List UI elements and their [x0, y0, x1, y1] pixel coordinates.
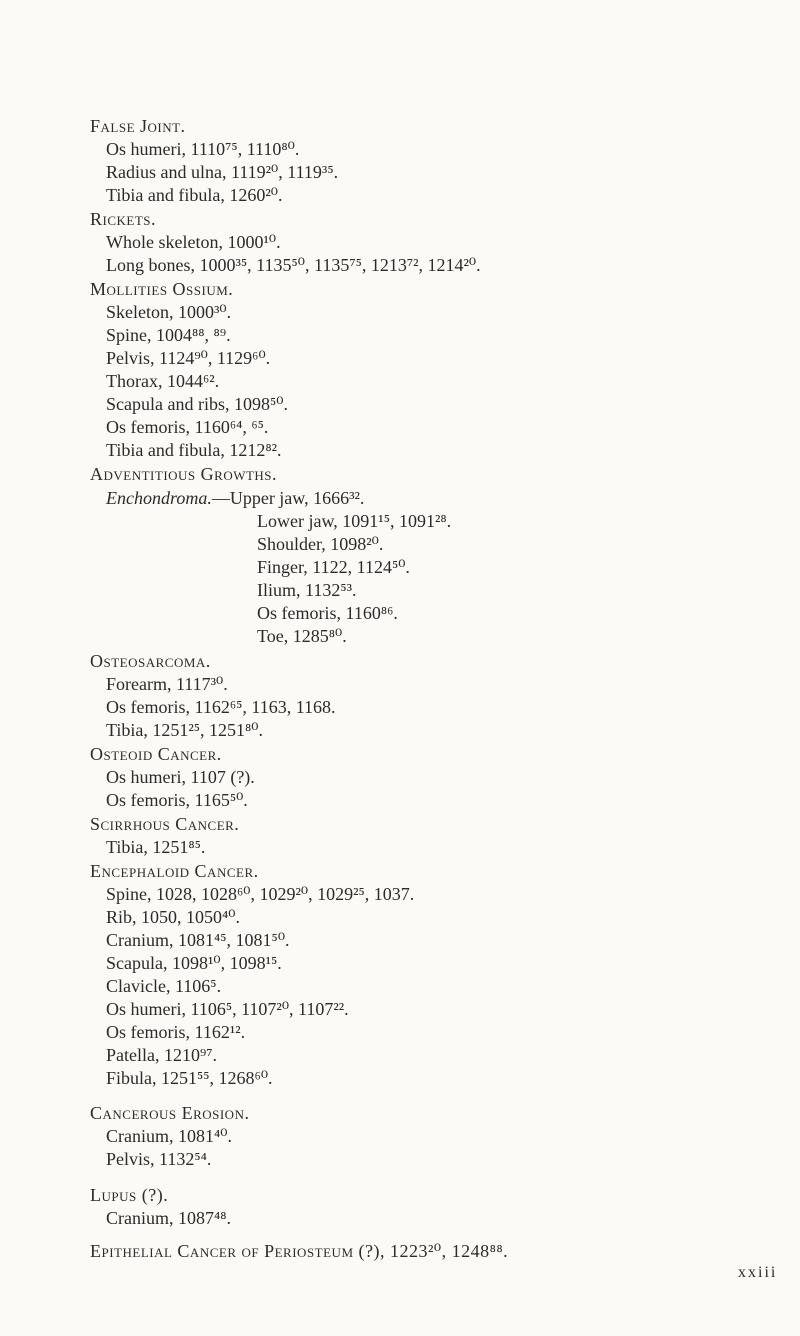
section-heading-lupus: Lupus (?). [90, 1185, 169, 1205]
entry-line: Spine, 1004⁸⁸, ⁸⁹. [106, 325, 231, 345]
entry-line: Toe, 1285⁸⁰. [257, 626, 347, 646]
entry-line: Finger, 1122, 1124⁵⁰. [257, 557, 410, 577]
section-heading-epithelial-cancer: Epithelial Cancer of Periosteum (?), 1223²⁰, 1248⁸⁸. [90, 1241, 509, 1261]
section-heading-adventitious-growths: Adventitious Growths. [90, 464, 278, 484]
entry-line: Cranium, 1081⁴⁰. [106, 1126, 232, 1146]
entry-label-enchondroma: Enchondroma. [106, 488, 212, 508]
entry-line: Os femoris, 1160⁶⁴, ⁶⁵. [106, 417, 269, 437]
entry-line: Ilium, 1132⁵³. [257, 580, 357, 600]
entry-line: Tibia, 1251⁸⁵. [106, 837, 206, 857]
entry-line: Skeleton, 1000³⁰. [106, 302, 232, 322]
section-heading-osteoid-cancer: Osteoid Cancer. [90, 744, 222, 764]
entry-line: Whole skeleton, 1000¹⁰. [106, 232, 281, 252]
entry-line: Os femoris, 1162¹². [106, 1022, 246, 1042]
entry-line: Tibia and fibula, 1212⁸². [106, 440, 282, 460]
entry-line: Shoulder, 1098²⁰. [257, 534, 384, 554]
section-heading-rickets: Rickets. [90, 209, 157, 229]
entry-line: Patella, 1210⁹⁷. [106, 1045, 218, 1065]
entry-line: Os humeri, 1110⁷⁵, 1110⁸⁰. [106, 139, 300, 159]
entry-line: Long bones, 1000³⁵, 1135⁵⁰, 1135⁷⁵, 1213⁷², 1214²⁰. [106, 255, 481, 275]
entry-line: Spine, 1028, 1028⁶⁰, 1029²⁰, 1029²⁵, 1037. [106, 884, 415, 904]
page-number: xxiii [738, 1264, 778, 1281]
entry-line: Scapula and ribs, 1098⁵⁰. [106, 394, 288, 414]
entry-line: Radius and ulna, 1119²⁰, 1119³⁵. [106, 162, 339, 182]
entry-line [106, 488, 364, 509]
entry-text: —Upper jaw, 1666³². [211, 488, 365, 508]
entry-line: Os humeri, 1107 (?). [106, 767, 255, 787]
entry-line: Os humeri, 1106⁵, 1107²⁰, 1107²². [106, 999, 349, 1019]
section-heading-false-joint: False Joint. [90, 116, 186, 136]
section-heading-osteosarcoma: Osteosarcoma. [90, 651, 211, 671]
entry-line: Rib, 1050, 1050⁴⁰. [106, 907, 240, 927]
section-heading-cancerous-erosion: Cancerous Erosion. [90, 1103, 250, 1123]
entry-line: Thorax, 1044⁶². [106, 371, 220, 391]
entry-line: Tibia and fibula, 1260²⁰. [106, 185, 283, 205]
section-heading-mollities-ossium: Mollities Ossium. [90, 279, 234, 299]
entry-line: Lower jaw, 1091¹⁵, 1091²⁸. [257, 511, 452, 531]
section-heading-scirrhous-cancer: Scirrhous Cancer. [90, 814, 240, 834]
entry-line: Os femoris, 1162⁶⁵, 1163, 1168. [106, 697, 336, 717]
section-heading-encephaloid-cancer: Encephaloid Cancer. [90, 861, 259, 881]
entry-line: Cranium, 1087⁴⁸. [106, 1208, 232, 1228]
entry-line: Scapula, 1098¹⁰, 1098¹⁵. [106, 953, 282, 973]
entry-line: Pelvis, 1124⁹⁰, 1129⁶⁰. [106, 348, 271, 368]
entry-line: Forearm, 1117³⁰. [106, 674, 228, 694]
entry-line: Clavicle, 1106⁵. [106, 976, 222, 996]
entry-line: Fibula, 1251⁵⁵, 1268⁶⁰. [106, 1068, 273, 1088]
entry-line: Os femoris, 1165⁵⁰. [106, 790, 248, 810]
entry-line: Tibia, 1251²⁵, 1251⁸⁰. [106, 720, 264, 740]
entry-line: Os femoris, 1160⁸⁶. [257, 603, 398, 623]
entry-line: Pelvis, 1132⁵⁴. [106, 1149, 212, 1169]
entry-line: Cranium, 1081⁴⁵, 1081⁵⁰. [106, 930, 290, 950]
